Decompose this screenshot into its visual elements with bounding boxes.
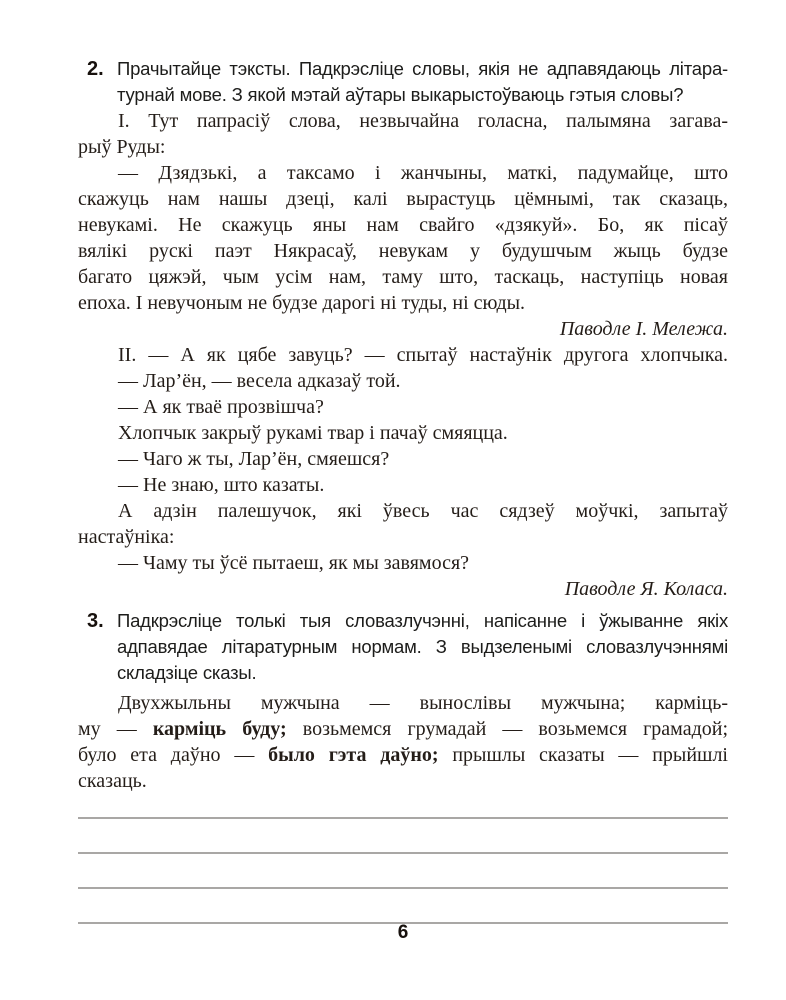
writing-line: [78, 889, 728, 924]
attribution-1: Паводле І. Мележа.: [559, 318, 728, 340]
passage-line: — А як тваё прозвішча?: [118, 396, 324, 418]
passage-line: багато цяжэй, чым усім нам, таму што, таскаць, наступіць новая: [78, 266, 728, 288]
instruction-line: турнай мове. З якой мэтай аўтары выкарыстоўваюць гэтыя словы?: [117, 84, 684, 105]
passage-text: прышлы сказаты — прыйшлі: [438, 744, 728, 766]
passage-line: [78, 716, 728, 742]
text-1: [78, 108, 728, 316]
passage-line: І. Тут папрасіў слова, незвычайна голасна, палымяна загава-: [118, 110, 728, 132]
passage-text: Двухжыльны мужчына — вынослівы мужчына; карміць-: [118, 692, 728, 714]
exercise-instruction: [117, 56, 728, 108]
instruction-line: Прачытайце тэксты. Падкрэсліце словы, якія не адпавядаюць літара-: [117, 58, 728, 79]
writing-line: [78, 819, 728, 854]
passage-line: — Лар’ён, — весела адказаў той.: [118, 370, 401, 392]
passage-text: сказаць.: [78, 770, 147, 792]
text-2: [78, 342, 728, 576]
passage-line: [78, 690, 728, 716]
passage-line: настаўніка:: [78, 526, 175, 548]
passage-line: — Не знаю, што казаты.: [118, 474, 325, 496]
exercise-2: [78, 56, 728, 108]
passage-line: Хлопчык закрыў рукамі твар і пачаў смяяцца.: [118, 422, 508, 444]
passage-line: ІІ. — А як цябе завуць? — спытаў настаўнік другога хлопчыка.: [118, 344, 728, 366]
exercise-3-material: [78, 690, 728, 794]
passage-line: рыў Руды:: [78, 136, 166, 158]
writing-line: [78, 854, 728, 889]
passage-line: — Чаму ты ўсё пытаеш, як мы завямося?: [118, 552, 470, 574]
answer-lines: [78, 784, 728, 924]
exercise-instruction: [117, 608, 728, 686]
instruction-line: Падкрэсліце толькі тыя словазлучэнні, напісанне і ўжыванне якіх: [117, 610, 728, 631]
instruction-line: адпавядае літаратурным нормам. З выдзеленымі словазлучэннямі: [117, 636, 728, 657]
writing-line: [78, 784, 728, 819]
exercise-number: 3.: [87, 610, 104, 632]
passage-text: му —: [78, 718, 153, 740]
passage-line: — Чаго ж ты, Лар’ён, смяешся?: [118, 448, 390, 470]
page-number: 6: [397, 922, 409, 943]
passage-text: возьмемся грумадай — возьмемся грамадой;: [286, 718, 729, 740]
passage-line: вялікі рускі паэт Някрасаў, невукам у будушчым жыць будзе: [78, 240, 728, 262]
passage-line: А адзін палешучок, які ўвесь час сядзеў моўчкі, запытаў: [118, 500, 728, 522]
instruction-line: складзіце сказы.: [117, 662, 257, 683]
passage-line: епоха. І невучоным не будзе дарогі ні туды, ні сюды.: [78, 292, 526, 314]
highlighted-phrase: было гэта даўно;: [268, 744, 439, 766]
exercise-number: 2.: [87, 58, 104, 80]
passage-line: [78, 742, 728, 768]
passage-line: невукамі. Не скажуць яны нам свайго «дзякуй». Бо, як пісаў: [78, 214, 728, 236]
page-content: [78, 56, 728, 924]
page-footer: [78, 922, 728, 944]
attribution-2: Паводле Я. Коласа.: [564, 578, 728, 600]
highlighted-phrase: карміць буду;: [152, 718, 287, 740]
passage-line: — Дзядзькі, а таксамо і жанчыны, маткі, падумайце, што: [118, 162, 728, 184]
exercise-3: [78, 608, 728, 686]
passage-text: було ета даўно —: [78, 744, 269, 766]
passage-line: скажуць нам нашы дзеці, калі вырастуць цёмнымі, так сказаць,: [78, 188, 728, 210]
